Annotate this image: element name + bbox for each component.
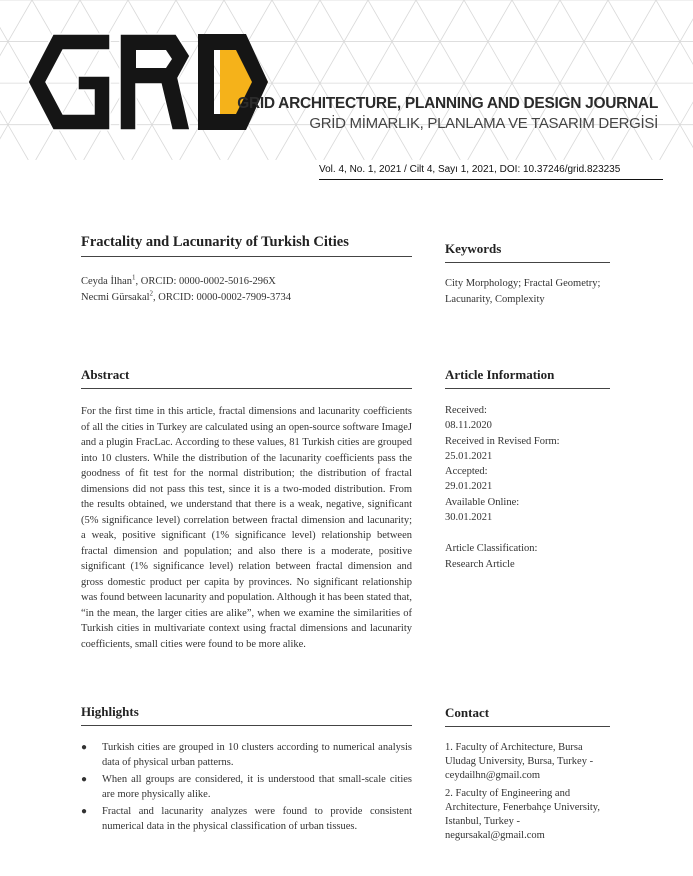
author-affiliation-mark: 2	[149, 289, 154, 297]
received-date: 08.11.2020	[445, 420, 492, 432]
highlight-text: Turkish cities are grouped in 10 clusters according to numerical analysis data of physical urban patterns.	[102, 742, 412, 768]
bullet-icon: ●	[81, 774, 88, 785]
highlight-text: When all groups are considered, it is understood that small-scale cities are more physically alike.	[102, 774, 412, 800]
bullet-icon: ●	[81, 806, 88, 817]
author-affiliation-mark: 1	[132, 273, 136, 282]
abstract-heading: Abstract	[81, 367, 412, 389]
contact-entry: 1. Faculty of Architecture, Bursa Uludag University, Bursa, Turkey - ceydailhn@gmail.com	[445, 742, 594, 782]
revised-date: 25.01.2021	[445, 450, 493, 462]
list-item	[81, 773, 412, 802]
bullet-icon: ●	[81, 742, 88, 753]
author-orcid: , ORCID: 0000-0002-7909-3734	[153, 291, 291, 303]
revised-label: Received in Revised Form:	[445, 435, 560, 447]
contact-entry: 2. Faculty of Engineering and Architecture, Fenerbahçe University, Istanbul, Turkey - negursakal@gmail.com	[445, 787, 601, 842]
highlights-heading: Highlights	[81, 704, 412, 726]
list-item	[81, 741, 412, 770]
paper-title: Fractality and Lacunarity of Turkish Cities	[81, 234, 412, 257]
online-label: Available Online:	[445, 496, 520, 508]
online-date: 30.01.2021	[445, 512, 493, 524]
abstract-text: For the first time in this article, fractal dimensions and lacunarity coefficients of all the cities in Turkey are calculated using an open-source software ImageJ and a plugin FracLac. According to these values, 81 Turkish cities are grouped into 10 clusters. While the distribution of the lacunarity coefficients pass the goodness of fit test for the normal distribution; the distribution of fractal dimensions did not pass this test, since it is a two-moded distribution. From the results obtained, we understand that there is a weak, negative, significant (5% significance level) correlation between fractal dimension and lacunarity; a weak, positive significant (1% significance level) relationship between fractal dimension and population; and also there is a moderate, positive significant (1% significance level) relation between fractal dimension and gross domestic product per capita by provinces. No significant relationship was found between lacunarity and population. Although it has been stated that, “in the mean, the larger cities are alike”, when we examine the similarities of Turkish cities in multivariate context using fractal dimensions and lacunarity coefficients, small cities were found to be more alike.	[81, 406, 412, 650]
accepted-date: 29.01.2021	[445, 481, 493, 493]
contact-block	[445, 741, 610, 846]
article-info-block	[445, 403, 610, 572]
journal-title-en: GRID ARCHITECTURE, PLANNING AND DESIGN JOURNAL	[237, 95, 658, 112]
keywords-text: City Morphology; Fractal Geometry; Lacunarity, Complexity	[445, 278, 601, 305]
highlight-text: Fractal and lacunarity analyzes were found to provide consistent numerical data in the physical classification of urban tissues.	[102, 806, 412, 832]
accepted-label: Accepted:	[445, 466, 488, 478]
journal-title-tr: GRİD MİMARLIK, PLANLAMA VE TASARIM DERGİSİ	[309, 115, 658, 132]
contact-heading: Contact	[445, 705, 610, 727]
keywords-heading: Keywords	[445, 241, 610, 263]
grid-logo	[28, 28, 268, 138]
author-orcid: , ORCID: 0000-0002-5016-296X	[135, 276, 276, 287]
author-entry	[81, 274, 412, 290]
classification-label: Article Classification:	[445, 543, 538, 555]
volume-doi-line: Vol. 4, No. 1, 2021 / Cilt 4, Sayı 1, 2021, DOI: 10.37246/grid.823235	[319, 164, 663, 180]
list-item	[81, 805, 412, 834]
author-list	[81, 274, 412, 305]
classification-value: Research Article	[445, 558, 515, 570]
article-info-heading: Article Information	[445, 367, 610, 389]
author-name: Necmi Gürsakal	[81, 291, 150, 303]
highlights-list	[81, 741, 412, 837]
journal-title-block	[237, 95, 658, 132]
author-name: Ceyda İlhan	[81, 276, 133, 287]
received-label: Received:	[445, 405, 487, 416]
author-entry	[81, 290, 412, 306]
